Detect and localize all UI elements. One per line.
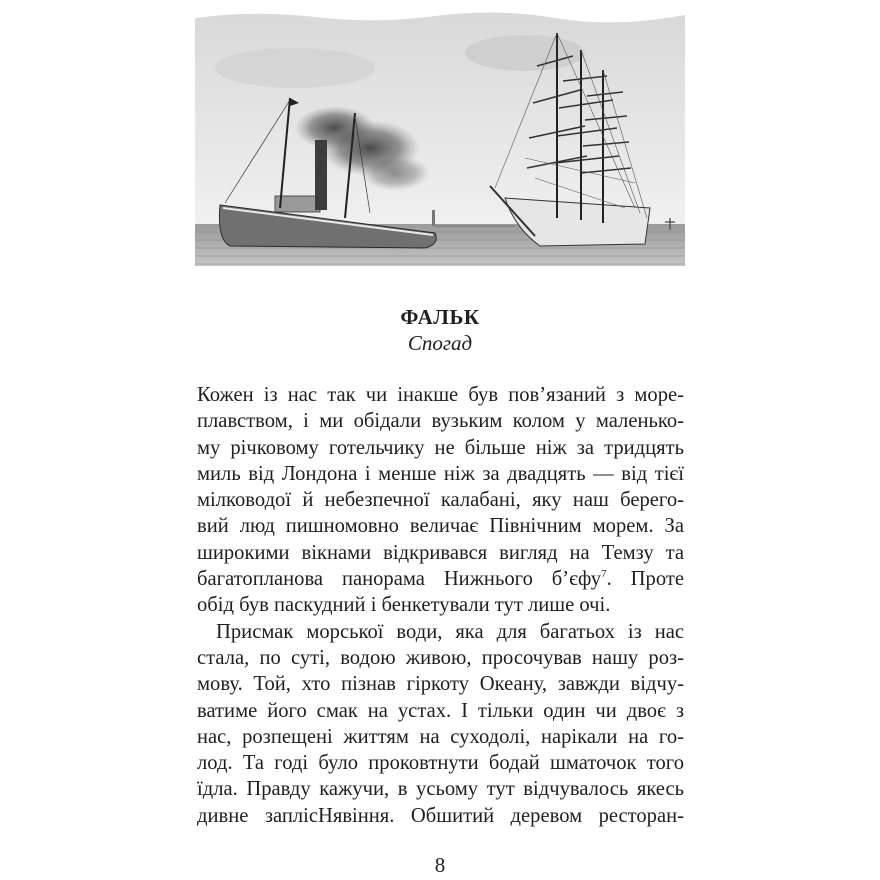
text-line: дивне заплісНявіння. Обшитий деревом ресторан- — [197, 804, 684, 827]
text-line: Кожен із нас так чи інакше був пов’язаний з море- — [197, 384, 684, 406]
chapter-title: ФАЛЬК — [400, 305, 480, 329]
text-line: лод. Та годі було проковтнути бодай шматочок того — [197, 752, 684, 775]
text-line: нас, розпещені життям на суходолі, нарікали на го- — [197, 725, 684, 748]
text-line: миль від Лондона і менше ніж за двадцять — від тієї — [197, 462, 684, 485]
ships-illustration-icon — [195, 8, 685, 273]
text-line: обід був паскудний і бенкетували тут лише очі. — [197, 594, 611, 617]
text-line: їдла. Правду кажучи, в усьому тут відчувалось якесь — [197, 778, 684, 801]
ships-illustration — [195, 8, 685, 273]
text-line: Присмак морської води, яка для багатьох із нас — [216, 620, 684, 643]
text-line: мілководої й небезпечної калабані, яку наш берего- — [197, 489, 684, 512]
text-line: вий люд пишномовно величає Північним морем. За — [197, 515, 684, 538]
body-text — [197, 382, 684, 829]
text-line: му річковому готельчику не більше ніж за тридцять — [197, 436, 684, 459]
chapter-subtitle: Спогад — [407, 331, 473, 355]
text-line: мову. Той, хто пізнав гіркоту Океану, завжди відчу- — [197, 673, 684, 696]
text-line: широкими вікнами відкривався вигляд на Темзу та — [197, 541, 684, 564]
text-line: плавством, і ми обідали вузьким колом у маленько- — [197, 410, 684, 433]
text-segment: . Проте — [606, 568, 684, 591]
text-line-with-footnote — [197, 566, 684, 592]
text-line: стала, по суті, водою живою, просочував нашу роз- — [197, 646, 684, 669]
text-line: ватиме його смак на устах. І тільки один чи двоє з — [197, 699, 684, 722]
page-number: 8 — [434, 853, 446, 877]
footnote-reference[interactable]: 7 — [601, 568, 607, 581]
text-segment: багатопланова панорама Нижнього б’єфу — [197, 568, 602, 591]
